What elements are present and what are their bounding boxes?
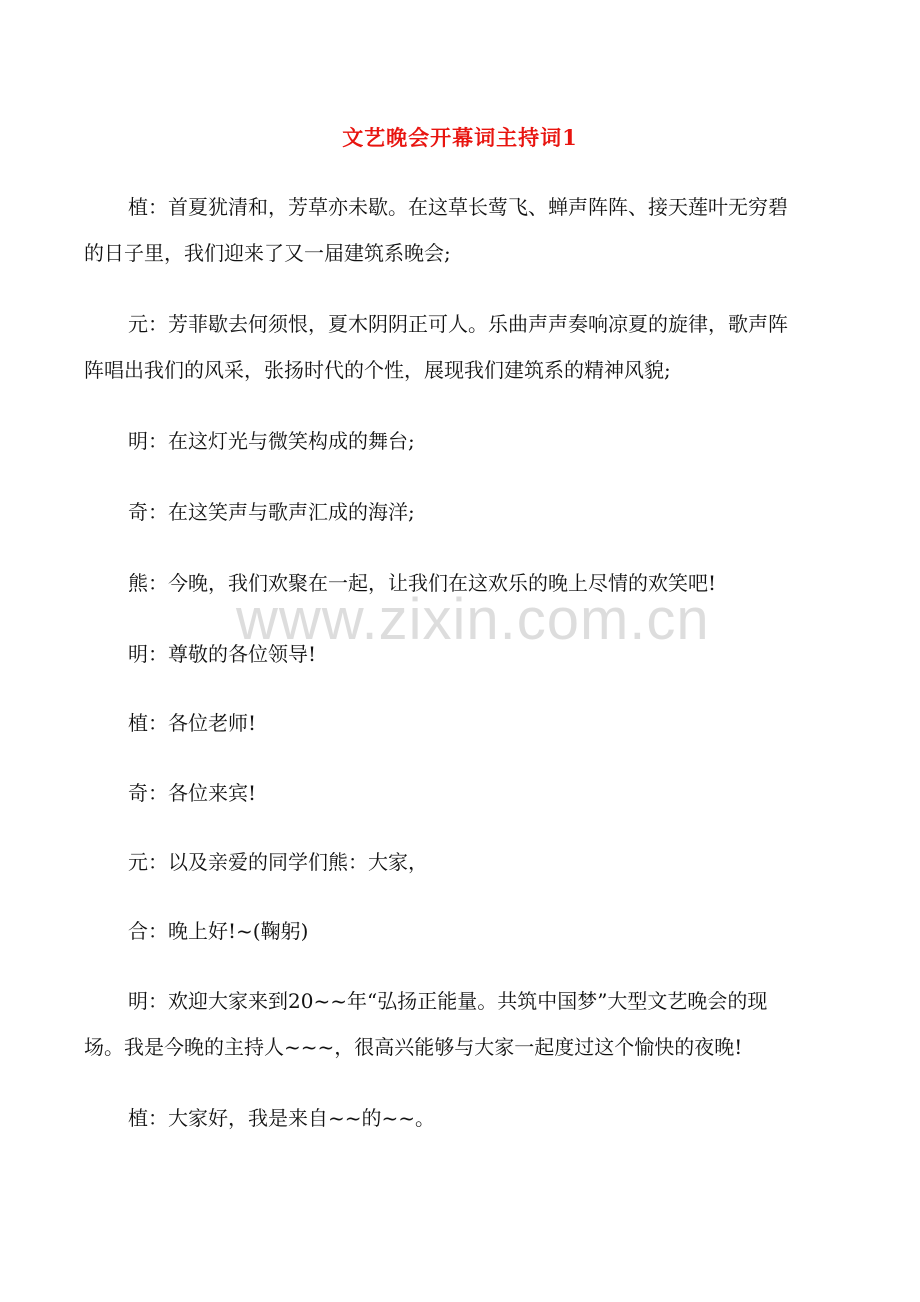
paragraph-3: 明：在这灯光与微笑构成的舞台; [128, 429, 415, 453]
paragraph-2: 元：芳菲歇去何须恨，夏木阴阴正可人。乐曲声声奏响凉夏的旋律，歌声阵阵唱出我们的风采，张扬时代的个性，展现我们建筑系的精神风貌; [84, 312, 788, 382]
document-title: 文艺晚会开幕词主持词1 [342, 125, 578, 150]
paragraph-8: 奇：各位来宾! [128, 781, 257, 805]
paragraph-7: 植：各位老师! [128, 711, 257, 735]
paragraph-6: 明：尊敬的各位领导! [128, 642, 317, 666]
paragraph-1: 植：首夏犹清和，芳草亦未歇。在这草长莺飞、蝉声阵阵、接天莲叶无穷碧的日子里，我们迎来了又一届建筑系晚会; [84, 195, 788, 265]
paragraph-10: 合：晚上好!~(鞠躬) [128, 919, 309, 943]
paragraph-5: 熊：今晚，我们欢聚在一起，让我们在这欢乐的晚上尽情的欢笑吧! [128, 571, 717, 595]
paragraph-9: 元：以及亲爱的同学们熊：大家， [128, 850, 428, 874]
paragraph-11: 明：欢迎大家来到20~~年“弘扬正能量。共筑中国梦”大型文艺晚会的现场。我是今晚的主持人~~~，很高兴能够与大家一起度过这个愉快的夜晚! [84, 989, 768, 1059]
paragraph-4: 奇：在这笑声与歌声汇成的海洋; [128, 500, 415, 524]
watermark-text: www.zixin.com.cn [236, 587, 710, 652]
paragraph-12: 植：大家好，我是来自~~的~~。 [128, 1106, 436, 1130]
